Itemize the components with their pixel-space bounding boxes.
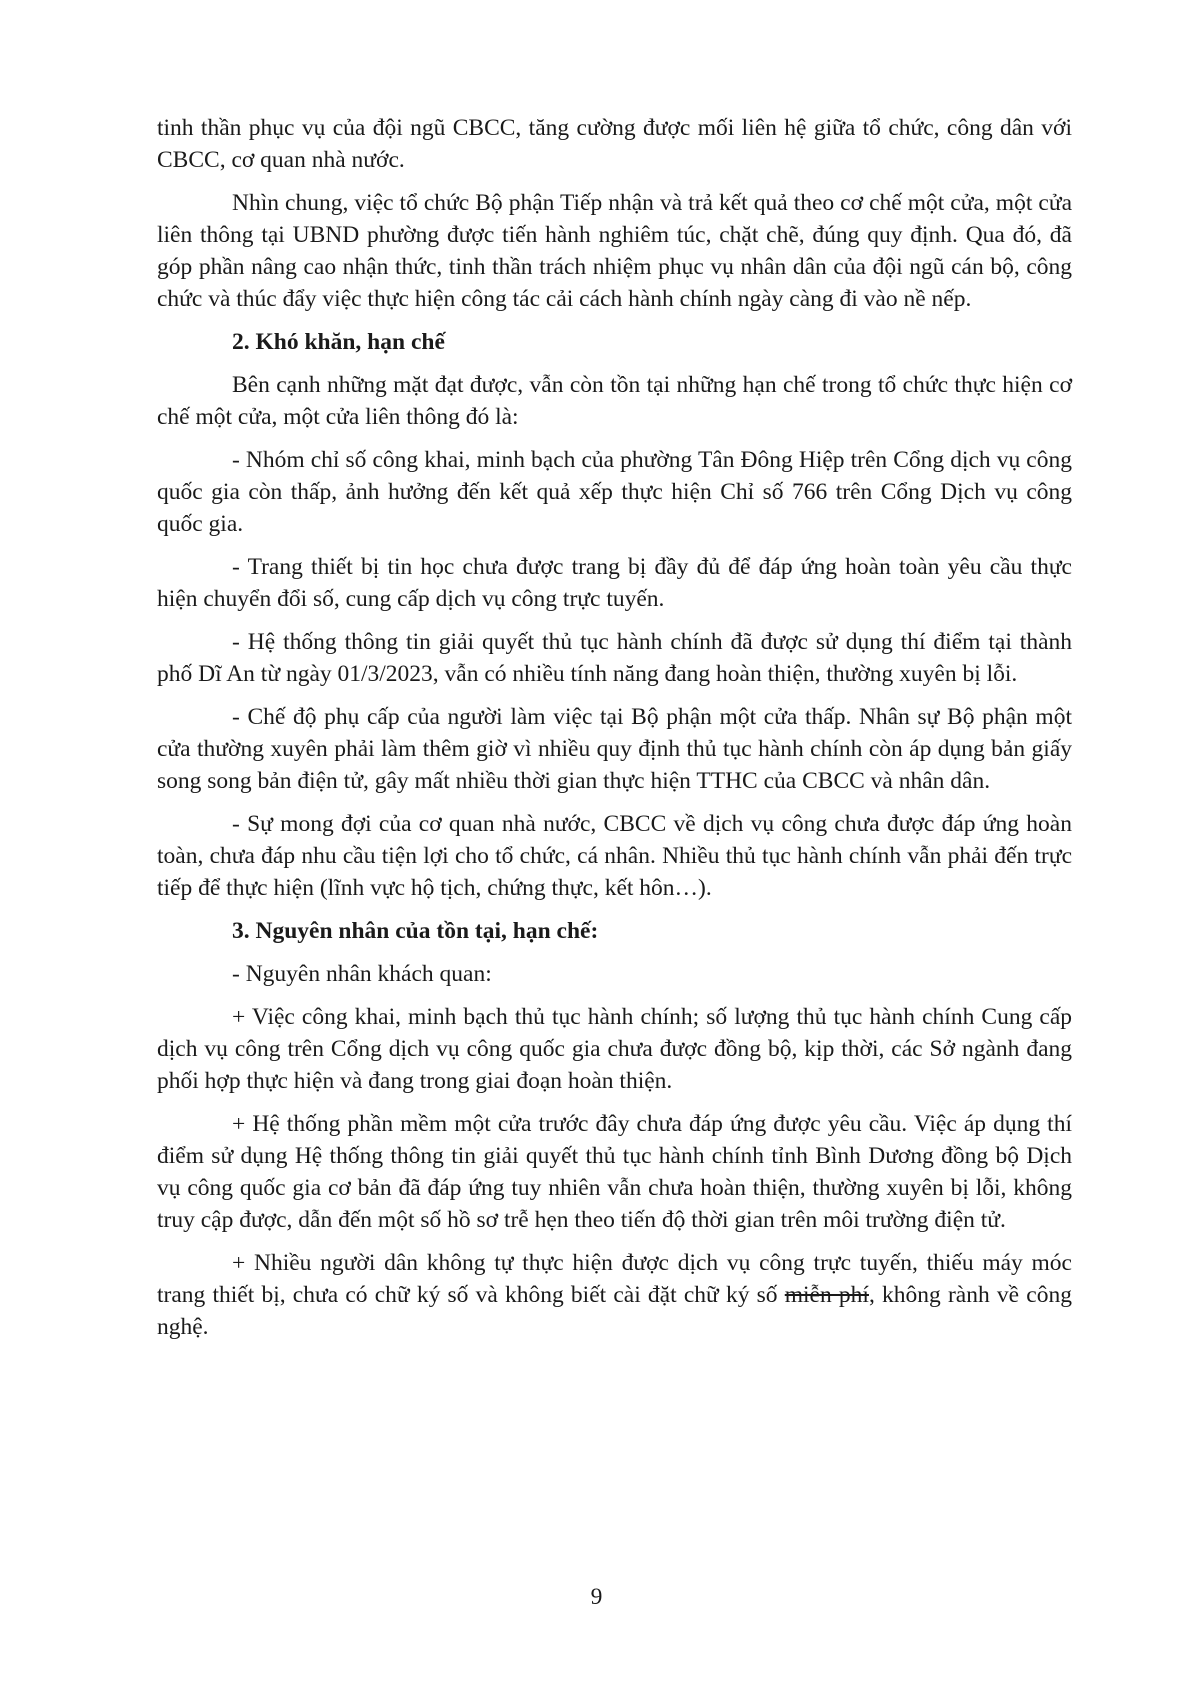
paragraph: + Việc công khai, minh bạch thủ tục hành chính; số lượng thủ tục hành chính Cung cấp dịch vụ công trên Cổng dịch vụ công quốc gia chưa được đồng bộ, kịp thời, các Sở ngành đang phối hợp thực hiện và đang trong giai đoạn hoàn thiện. [157, 1004, 1072, 1094]
struck-text: miễn phí [784, 1282, 869, 1308]
paragraph-text: , không rành về công nghệ. [157, 1282, 1072, 1340]
paragraph: - Trang thiết bị tin học chưa được trang bị đầy đủ để đáp ứng hoàn toàn yêu cầu thực hiện chuyển đổi số, cung cấp dịch vụ công trực tuyến. [157, 554, 1072, 612]
section-heading: 3. Nguyên nhân của tồn tại, hạn chế: [232, 918, 599, 944]
section-heading: 2. Khó khăn, hạn chế [232, 329, 445, 355]
paragraph: Nhìn chung, việc tổ chức Bộ phận Tiếp nhận và trả kết quả theo cơ chế một cửa, một cửa liên thông tại UBND phường được tiến hành nghiêm túc, chặt chẽ, đúng quy định. Qua đó, đã góp phần nâng cao nhận thức, tinh thần trách nhiệm phục vụ nhân dân của đội ngũ cán bộ, công chức và thúc đẩy việc thực hiện công tác cải cách hành chính ngày càng đi vào nề nếp. [157, 190, 1072, 312]
paragraph: - Nguyên nhân khách quan: [232, 961, 492, 987]
page-number: 9 [590, 1584, 603, 1610]
paragraph: - Nhóm chỉ số công khai, minh bạch của phường Tân Đông Hiệp trên Cổng dịch vụ công quốc gia còn thấp, ảnh hưởng đến kết quả xếp thực hiện Chỉ số 766 trên Cổng Dịch vụ công quốc gia. [157, 447, 1072, 537]
paragraph: - Chế độ phụ cấp của người làm việc tại Bộ phận một cửa thấp. Nhân sự Bộ phận một cửa thường xuyên phải làm thêm giờ vì nhiều quy định thủ tục hành chính còn áp dụng bản giấy song song bản điện tử, gây mất nhiều thời gian thực hiện TTHC của CBCC và nhân dân. [157, 704, 1072, 794]
paragraph: - Hệ thống thông tin giải quyết thủ tục hành chính đã được sử dụng thí điểm tại thành phố Dĩ An từ ngày 01/3/2023, vẫn có nhiều tính năng đang hoàn thiện, thường xuyên bị lỗi. [157, 629, 1072, 687]
paragraph: - Sự mong đợi của cơ quan nhà nước, CBCC về dịch vụ công chưa được đáp ứng hoàn toàn, chưa đáp nhu cầu tiện lợi cho tổ chức, cá nhân. Nhiều thủ tục hành chính vẫn phải đến trực tiếp để thực hiện (lĩnh vực hộ tịch, chứng thực, kết hôn…). [157, 811, 1072, 901]
document-body [157, 112, 1072, 1354]
paragraph: Bên cạnh những mặt đạt được, vẫn còn tồn tại những hạn chế trong tổ chức thực hiện cơ chế một cửa, một cửa liên thông đó là: [157, 372, 1072, 430]
paragraph: tinh thần phục vụ của đội ngũ CBCC, tăng cường được mối liên hệ giữa tổ chức, công dân với CBCC, cơ quan nhà nước. [157, 115, 1072, 173]
paragraph: + Hệ thống phần mềm một cửa trước đây chưa đáp ứng được yêu cầu. Việc áp dụng thí điểm sử dụng Hệ thống thông tin giải quyết thủ tục hành chính tỉnh Bình Dương đồng bộ Dịch vụ công quốc gia cơ bản đã đáp ứng tuy nhiên vẫn chưa hoàn thiện, thường xuyên bị lỗi, không truy cập được, dẫn đến một số hồ sơ trễ hẹn theo tiến độ thời gian trên môi trường điện tử. [157, 1111, 1072, 1233]
paragraph-text: + Nhiều người dân không tự thực hiện được dịch vụ công trực tuyến, thiếu máy móc trang thiết bị, chưa có chữ ký số và không biết cài đặt chữ ký số [157, 1250, 1072, 1308]
paragraph [157, 1247, 1072, 1343]
